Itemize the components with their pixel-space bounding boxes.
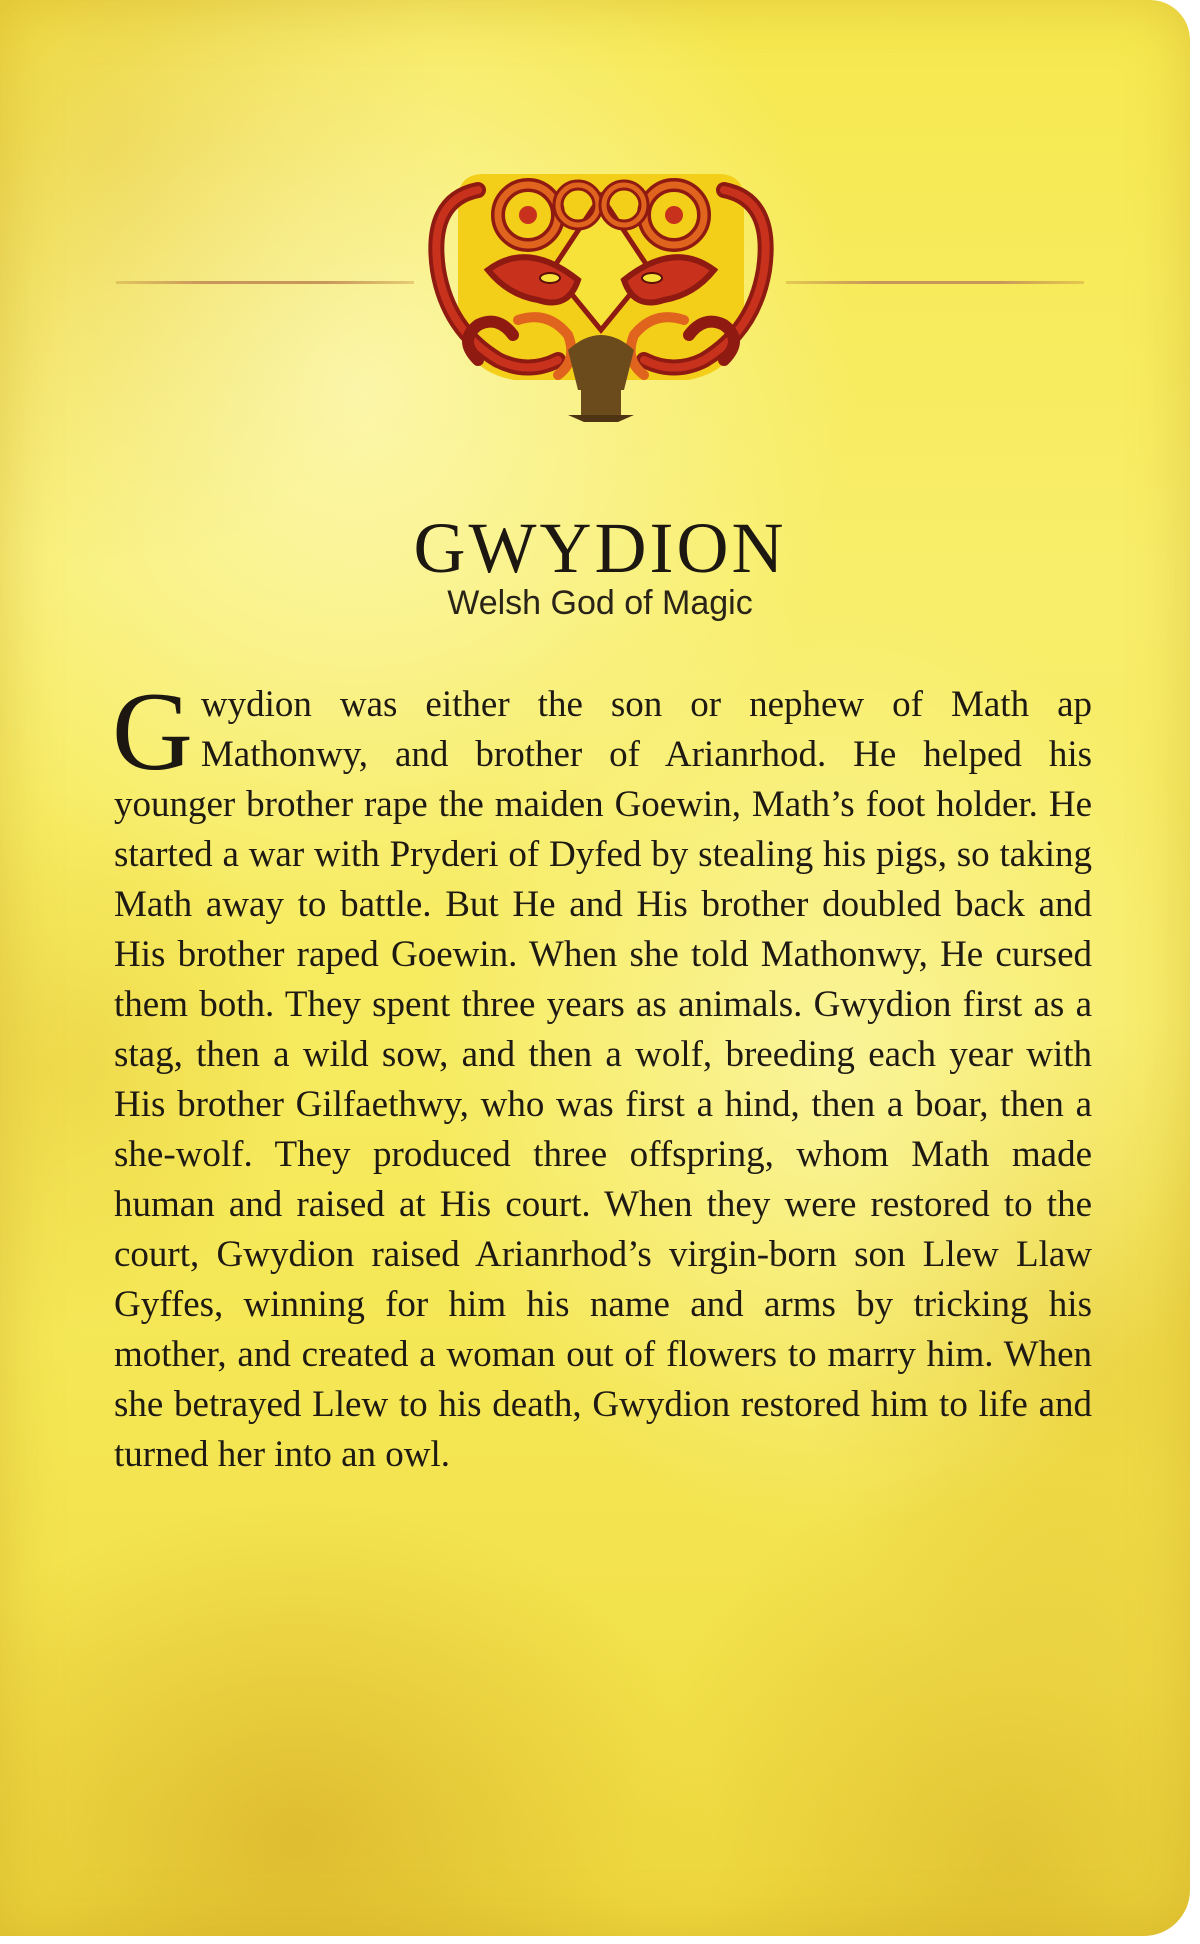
celtic-knot-emblem-icon [418,160,784,430]
drop-cap: G [112,670,193,794]
divider-right [786,281,1084,284]
body-paragraph: wydion was either the son or nephew of Math ap Mathonwy, and brother of Arianrhod. He helped his younger brother rape the maiden Goewin, Math’s foot holder. He started a war with Pryderi of Dyfed by stealing his pigs, so taking Math away to battle. But He and His brother doubled back and His brother raped Goewin. When she told Mathonwy, He cursed them both. They spent three years as animals. Gwydion first as a stag, then a wild sow, and then a wolf, breeding each year with His brother Gilfaethwy, who was first a hind, then a boar, then a she-wolf. They produced three offspring, whom Math made human and raised at His court. When they were restored to the court, Gwydion raised Arianrhod’s virgin-born son Llew Llaw Gyffes, winning for him his name and arms by tricking his mother, and created a woman out of flowers to marry him. When she betrayed Llew to his death, Gwydion restored him to life and turned her into an owl. [114,684,1092,1475]
card-title: GWYDION [413,508,787,588]
card-body [112,670,1092,1480]
divider-left [116,281,414,284]
card-subtitle: Welsh God of Magic [447,584,753,622]
